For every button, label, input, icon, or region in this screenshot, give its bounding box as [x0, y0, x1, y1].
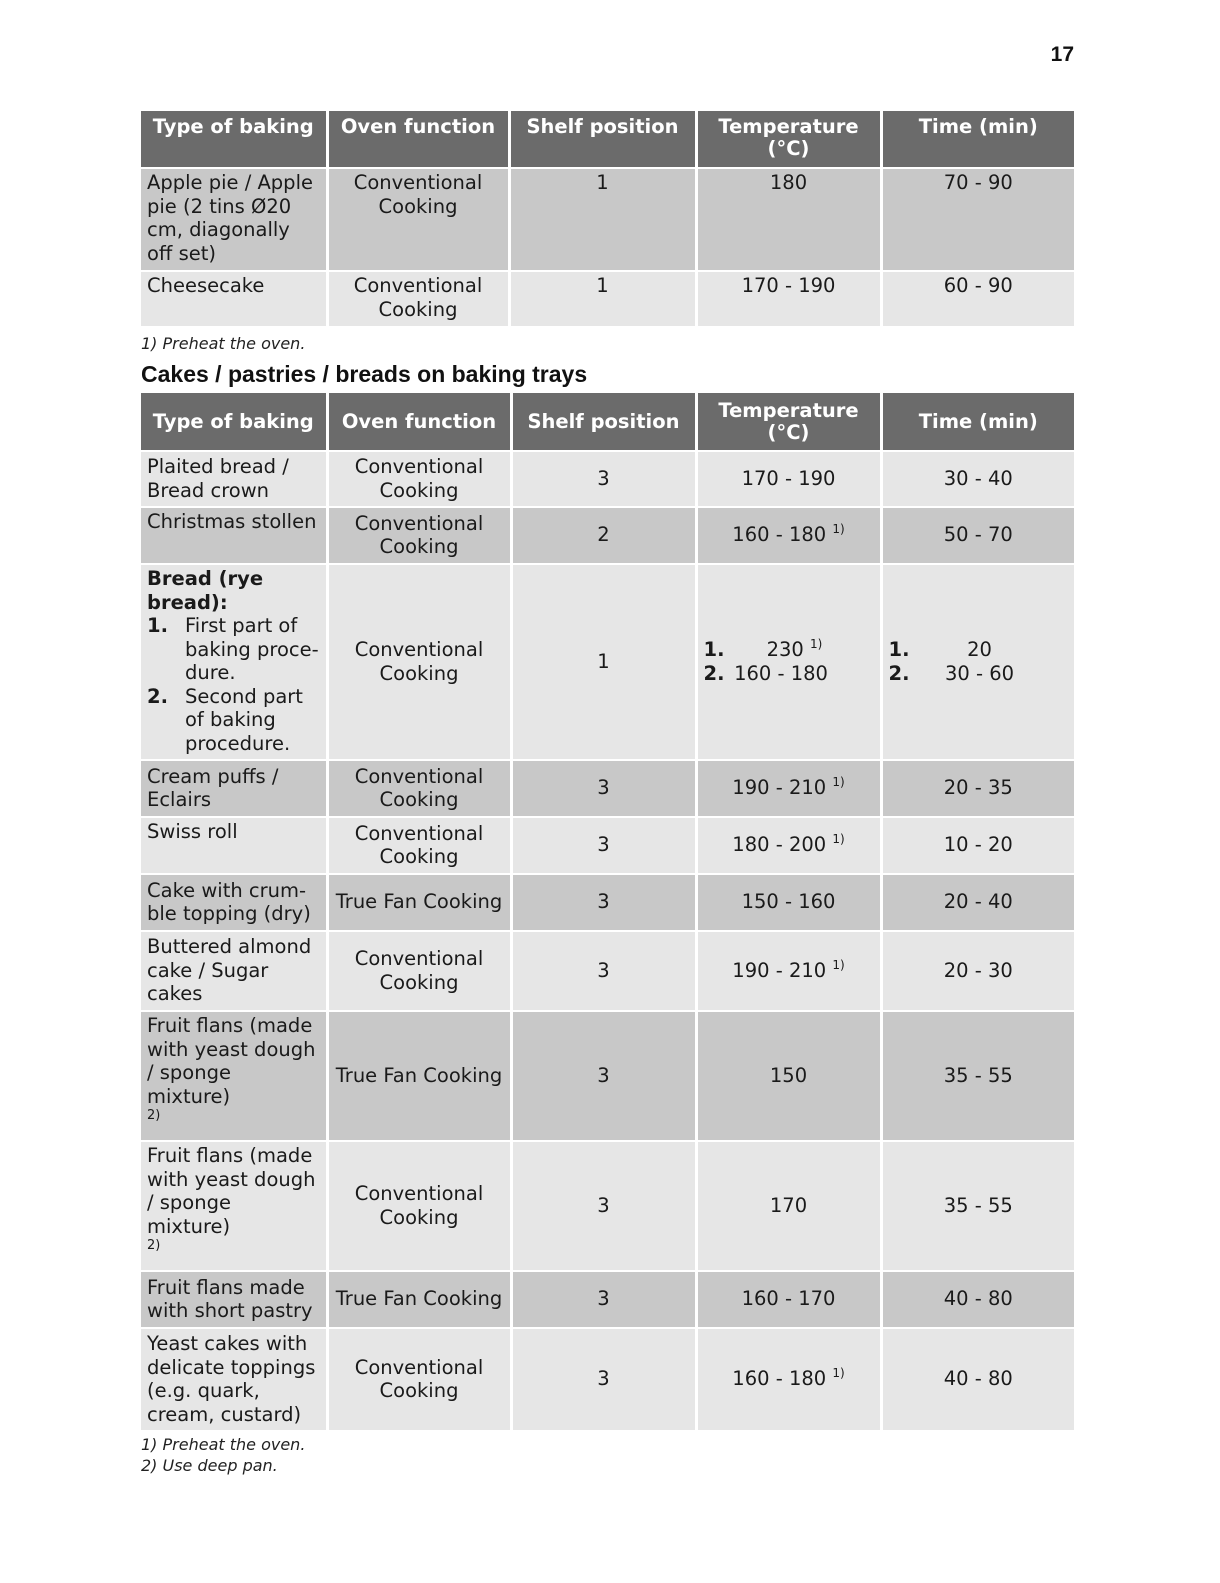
cell-time: 35 - 55: [881, 1011, 1074, 1141]
cell-type: Apple pie / Apple pie (2 tins Ø20 cm, diagonally off set): [141, 168, 327, 271]
footnote-marker: 1): [832, 522, 845, 537]
cell-temperature: [696, 760, 881, 817]
table-header-row: [141, 393, 1074, 451]
cell-time: 20 - 30: [881, 931, 1074, 1011]
table-row: [141, 874, 1074, 931]
cell-type: [141, 1011, 327, 1141]
temperature-value: 180 - 200: [732, 833, 827, 857]
step-number: 2.: [703, 661, 725, 685]
cell-time: [881, 564, 1074, 760]
footnote-marker: 1): [832, 832, 845, 847]
step-list: [147, 614, 320, 755]
time-value: 30 - 60: [944, 661, 1015, 685]
cell-time: 70 - 90: [881, 168, 1074, 271]
footnote-marker: 1): [832, 957, 845, 972]
cell-temperature: 180: [696, 168, 881, 271]
table-row: [141, 1328, 1074, 1431]
step-number: 2.: [147, 684, 168, 708]
cell-shelf: 3: [511, 451, 696, 507]
cell-shelf: 3: [511, 1328, 696, 1431]
cell-temperature: [696, 564, 881, 760]
cell-temperature: 170 - 190: [696, 271, 881, 327]
cell-time: 40 - 80: [881, 1271, 1074, 1328]
table-row: [141, 168, 1074, 271]
cell-shelf: 3: [511, 1011, 696, 1141]
cell-type: Swiss roll: [141, 817, 327, 874]
cell-shelf: 3: [511, 817, 696, 874]
step-number: 2.: [888, 661, 910, 685]
step-item: [147, 685, 320, 756]
cell-time: 50 - 70: [881, 507, 1074, 564]
table-row: [141, 1011, 1074, 1141]
temperature-value: 160 - 180: [732, 523, 827, 547]
cell-function: True Fan Cooking: [327, 1271, 511, 1328]
table-row: [141, 1141, 1074, 1271]
table-row: [141, 271, 1074, 327]
footnote-marker: 1): [810, 637, 823, 651]
cell-time: 60 - 90: [881, 271, 1074, 327]
temperature-value: 230: [766, 638, 804, 661]
cell-function: Conventional Cooking: [327, 931, 511, 1011]
section-title: Cakes / pastries / breads on baking trays: [141, 361, 588, 387]
table-row: [141, 760, 1074, 817]
type-text: Fruit flans (made with yeast dough / sponge mixture): [147, 1144, 316, 1238]
cell-function: Conventional Cooking: [327, 564, 511, 760]
cell-function: Conventional Cooking: [327, 1141, 511, 1271]
cell-shelf: 1: [511, 564, 696, 760]
header-shelf: Shelf position: [511, 393, 696, 451]
cell-temperature: 170 - 190: [696, 451, 881, 507]
cell-time: 35 - 55: [881, 1141, 1074, 1271]
cell-type: Buttered almond cake / Sugar cakes: [141, 931, 327, 1011]
temperature-value: 160 - 180: [734, 661, 828, 685]
cell-time: 10 - 20: [881, 817, 1074, 874]
footnote: 1) Preheat the oven.: [141, 334, 306, 353]
cell-type: Cream puffs / Eclairs: [141, 760, 327, 817]
cell-shelf: 3: [511, 931, 696, 1011]
cell-temperature: [696, 817, 881, 874]
footnote-marker: 1): [832, 1366, 845, 1381]
header-type: Type of baking: [141, 111, 327, 168]
header-temperature: Temperature (°C): [696, 393, 881, 451]
footnote: 1) Preheat the oven.: [141, 1435, 306, 1454]
temperature-value: 160 - 180: [732, 1367, 827, 1391]
cell-type: Yeast cakes with delicate toppings (e.g. quark, cream, custard): [141, 1328, 327, 1431]
cell-time: 40 - 80: [881, 1328, 1074, 1431]
baking-table-2: [141, 393, 1074, 1432]
cell-time: 30 - 40: [881, 451, 1074, 507]
table-row: [141, 1271, 1074, 1328]
cell-type: Fruit flans made with short pastry: [141, 1271, 327, 1328]
header-time: Time (min): [881, 111, 1074, 168]
cell-shelf: 3: [511, 760, 696, 817]
cell-time: 20 - 35: [881, 760, 1074, 817]
footnote-marker: 1): [832, 775, 845, 790]
header-function: Oven function: [327, 393, 511, 451]
cell-shelf: 1: [509, 271, 696, 327]
cell-type: [141, 564, 327, 760]
step-text: Second part of baking procedure.: [185, 684, 303, 755]
cell-temperature: 170: [696, 1141, 881, 1271]
time-value: 20: [967, 638, 992, 661]
table-row: [141, 507, 1074, 564]
step-number: 1.: [888, 638, 910, 661]
cell-function: Conventional Cooking: [327, 760, 511, 817]
footnote-marker: 2): [147, 1238, 161, 1253]
footnote: 2) Use deep pan.: [141, 1456, 278, 1475]
table-header-row: [141, 111, 1074, 168]
header-function: Oven function: [327, 111, 509, 168]
cell-shelf: 1: [509, 168, 696, 271]
cell-function: Conventional Cooking: [327, 451, 511, 507]
cell-time: 20 - 40: [881, 874, 1074, 931]
cell-type: Cheesecake: [141, 271, 327, 327]
cell-temperature: [696, 1328, 881, 1431]
header-time: Time (min): [881, 393, 1074, 451]
cell-type: Cake with crum-ble topping (dry): [141, 874, 327, 931]
cell-temperature: 150: [696, 1011, 881, 1141]
cell-shelf: 2: [511, 507, 696, 564]
step-text: First part of baking proce-dure.: [185, 614, 319, 684]
cell-shelf: 3: [511, 1141, 696, 1271]
cell-temperature: [696, 931, 881, 1011]
temperature-value: 190 - 210: [732, 776, 827, 800]
temperature-value: 190 - 210: [732, 958, 827, 982]
cell-temperature: 150 - 160: [696, 874, 881, 931]
cell-shelf: 3: [511, 1271, 696, 1328]
header-shelf: Shelf position: [509, 111, 696, 168]
step-item: [147, 614, 320, 685]
cell-function: Conventional Cooking: [327, 1328, 511, 1431]
cell-function: Conventional Cooking: [327, 507, 511, 564]
type-text: Fruit flans (made with yeast dough / sponge mixture): [147, 1014, 316, 1108]
table-row: [141, 451, 1074, 507]
cell-temperature: 160 - 170: [696, 1271, 881, 1328]
cell-function: True Fan Cooking: [327, 874, 511, 931]
cell-function: Conventional Cooking: [327, 168, 509, 271]
table-row: [141, 931, 1074, 1011]
page-number: 17: [1050, 43, 1074, 66]
table-row: [141, 564, 1074, 760]
cell-function: Conventional Cooking: [327, 817, 511, 874]
header-temperature: Temperature (°C): [696, 111, 881, 168]
cell-temperature: [696, 507, 881, 564]
cell-type: [141, 1141, 327, 1271]
table-row: [141, 817, 1074, 874]
header-type: Type of baking: [141, 393, 327, 451]
baking-table-1: [141, 111, 1074, 328]
step-number: 1.: [703, 638, 725, 661]
cell-type: Christmas stollen: [141, 507, 327, 564]
cell-function: True Fan Cooking: [327, 1011, 511, 1141]
cell-type: Plaited bread / Bread crown: [141, 451, 327, 507]
cell-shelf: 3: [511, 874, 696, 931]
type-title: Bread (rye bread):: [147, 567, 264, 614]
cell-function: Conventional Cooking: [327, 271, 509, 327]
step-number: 1.: [147, 614, 168, 637]
footnote-marker: 2): [147, 1108, 161, 1123]
